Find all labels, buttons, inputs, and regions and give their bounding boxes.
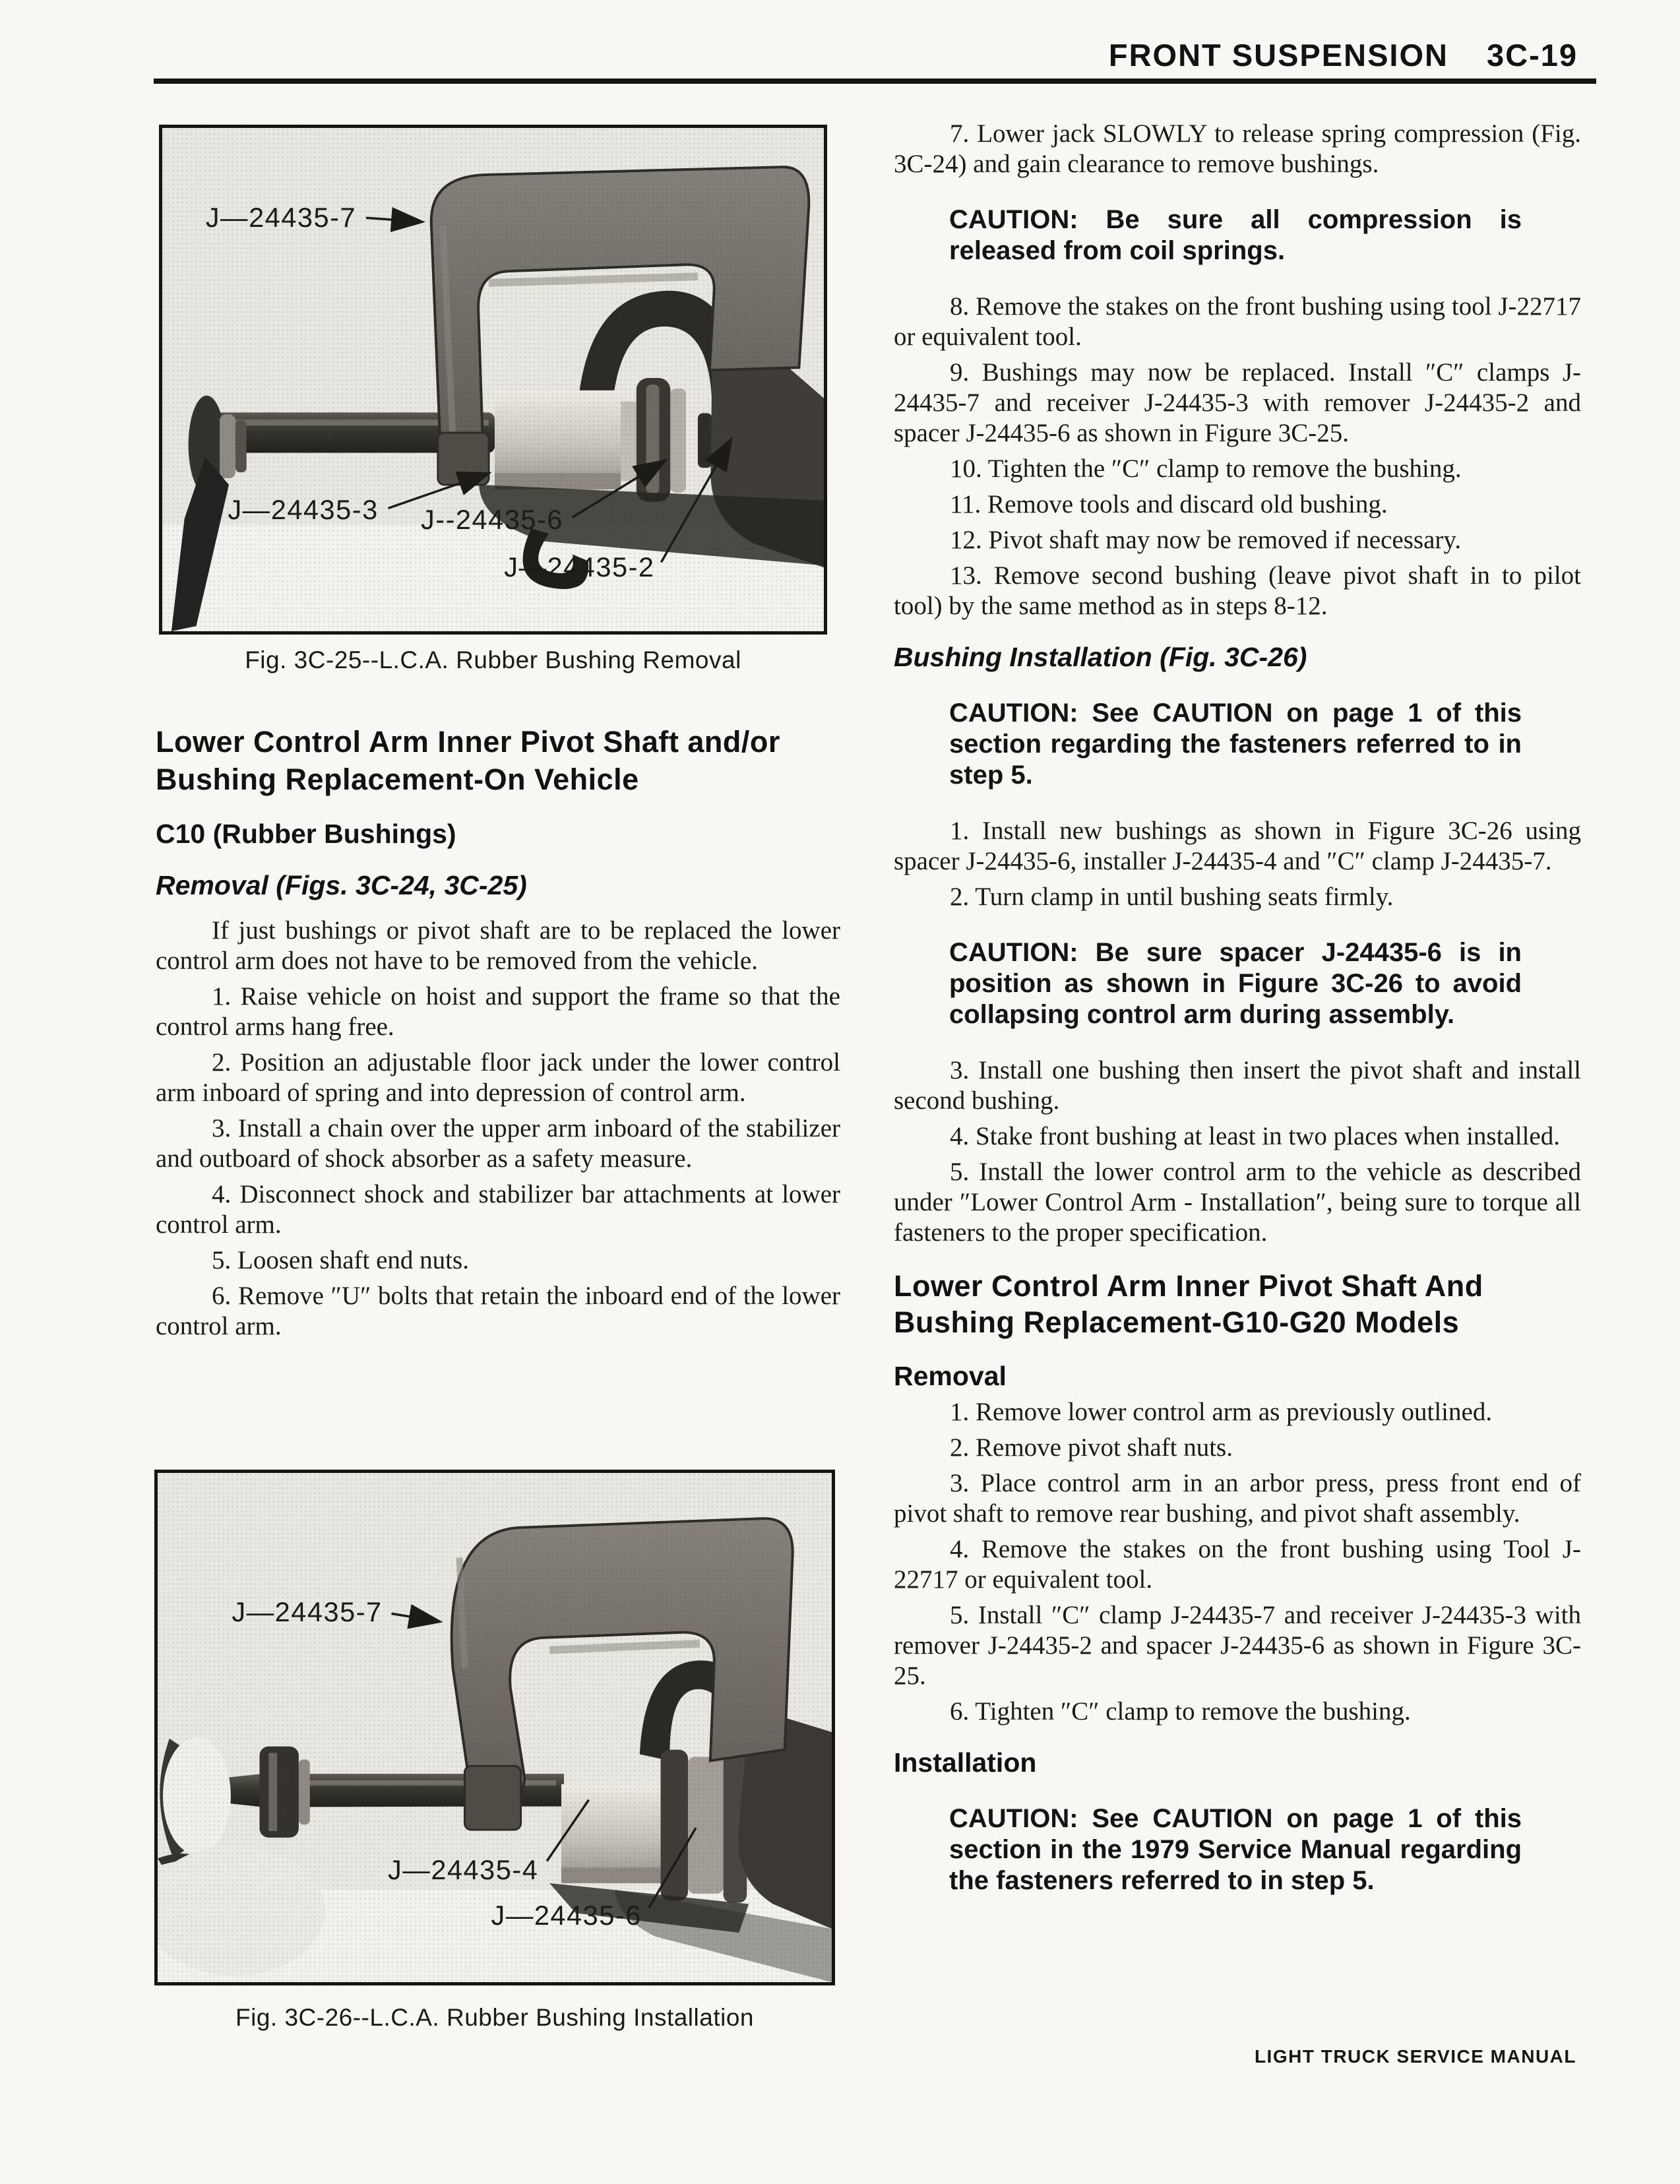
right-column (894, 119, 1581, 1921)
step-paragraph: 5. Install the lower control arm to the vehicle as described under ″Lower Control Arm - Installation″, being sure to torque all fasteners to the proper specification. (894, 1158, 1581, 1247)
step-paragraph: 6. Tighten ″C″ clamp to remove the bushing. (950, 1697, 1411, 1726)
label-installer: J—24435-4 (388, 1854, 539, 1886)
page-number: 3C-19 (1486, 38, 1578, 73)
removal-heading: Removal (Figs. 3C-24, 3C-25) (156, 870, 527, 900)
step-paragraph: 12. Pivot shaft may now be removed if necessary. (950, 526, 1462, 554)
label-remover: J—24435-2 (504, 551, 655, 583)
figure-3c25-caption: Fig. 3C-25--L.C.A. Rubber Bushing Removal (245, 646, 741, 673)
step-paragraph: 6. Remove ″U″ bolts that retain the inboard end of the lower control arm. (156, 1282, 840, 1340)
label-clamp: J—24435-7 (232, 1596, 383, 1628)
section-heading-line2: Bushing Replacement-On Vehicle (156, 763, 639, 796)
caution-block: CAUTION: Be sure spacer J-24435-6 is in position as shown in Figure 3C-26 to avoid collapsing control arm during assembly. (949, 938, 1522, 1029)
figure-3c26-illustration (158, 1473, 832, 1982)
step-paragraph: 3. Install one bushing then insert the pivot shaft and install second bushing. (894, 1056, 1581, 1115)
step-paragraph: 4. Disconnect shock and stabilizer bar attachments at lower control arm. (156, 1180, 840, 1239)
step-paragraph: 5. Loosen shaft end nuts. (212, 1246, 469, 1274)
step-paragraph: 5. Install ″C″ clamp J-24435-7 and receiver J-24435-3 with remover J-24435-2 and spacer J-24435-6 as shown in Figure 3C-25. (894, 1601, 1581, 1690)
label-clamp: J—24435-7 (205, 202, 357, 234)
step-paragraph: 2. Turn clamp in until bushing seats firmly. (950, 883, 1394, 911)
label-receiver: J—24435-3 (228, 494, 379, 526)
page-header (1109, 37, 1578, 73)
g10-removal-heading: Removal (894, 1361, 1007, 1391)
step-paragraph: 1. Raise vehicle on hoist and support the frame so that the control arms hang free. (156, 982, 840, 1041)
caution-block: CAUTION: See CAUTION on page 1 of this section regarding the fasteners referred to in step 5. (949, 699, 1522, 790)
g10-installation-heading: Installation (894, 1747, 1037, 1778)
figure-3c25-photo (159, 125, 827, 635)
c10-subheading: C10 (Rubber Bushings) (156, 819, 456, 849)
section-heading-line1: Lower Control Arm Inner Pivot Shaft and/or (156, 725, 780, 759)
footer-text: LIGHT TRUCK SERVICE MANUAL (1254, 2046, 1576, 2067)
step-paragraph: 1. Install new bushings as shown in Figure 3C-26 using spacer J-24435-6, installer J-24435-4 and ″C″ clamp J-24435-7. (894, 817, 1581, 875)
step-paragraph: 9. Bushings may now be replaced. Install ″C″ clamps J-24435-7 and receiver J-24435-3 with remover J-24435-2 and spacer J-24435-6 as shown in Figure 3C-25. (894, 358, 1581, 447)
g10-heading-line2: Bushing Replacement-G10-G20 Models (894, 1305, 1460, 1339)
label-spacer: J--24435-6 (420, 504, 563, 536)
step-paragraph: 3. Place control arm in an arbor press, press front end of pivot shaft to remove rear bushing, and pivot shaft assembly. (894, 1469, 1581, 1528)
caution-block: CAUTION: Be sure all compression is released from coil springs. (949, 205, 1522, 265)
step-paragraph: 2. Position an adjustable floor jack under the lower control arm inboard of spring and into depression of control arm. (156, 1048, 840, 1107)
step-paragraph: 3. Install a chain over the upper arm inboard of the stabilizer and outboard of shock absorber as a safety measure. (156, 1114, 840, 1173)
caution-block: CAUTION: See CAUTION on page 1 of this section in the 1979 Service Manual regarding the fasteners referred to in step 5. (949, 1804, 1522, 1895)
label-spacer: J—24435-6 (491, 1900, 642, 1931)
step-paragraph: 1. Remove lower control arm as previously outlined. (950, 1398, 1493, 1426)
step-paragraph: 4. Remove the stakes on the front bushing using Tool J-22717 or equivalent tool. (894, 1535, 1581, 1594)
figure-3c26-photo (154, 1470, 835, 1985)
figure-3c26-caption: Fig. 3C-26--L.C.A. Rubber Bushing Installation (235, 2004, 754, 2031)
step-paragraph: 10. Tighten the ″C″ clamp to remove the bushing. (950, 454, 1462, 483)
header-rule (154, 78, 1596, 84)
step-paragraph: 4. Stake front bushing at least in two places when installed. (950, 1122, 1560, 1150)
step-paragraph: 13. Remove second bushing (leave pivot shaft in to pilot tool) by the same method as in steps 8-12. (894, 561, 1581, 620)
step-paragraph: 8. Remove the stakes on the front bushing using tool J-22717 or equivalent tool. (894, 292, 1581, 351)
intro-paragraph: If just bushings or pivot shaft are to be replaced the lower control arm does not have to be removed from the vehicle. (156, 916, 840, 975)
step-paragraph: 11. Remove tools and discard old bushing. (950, 490, 1388, 518)
step-paragraph: 7. Lower jack SLOWLY to release spring compression (Fig. 3C-24) and gain clearance to remove bushings. (894, 119, 1581, 178)
bushing-installation-heading: Bushing Installation (Fig. 3C-26) (894, 642, 1307, 672)
left-column (156, 723, 840, 1342)
step-paragraph: 2. Remove pivot shaft nuts. (950, 1433, 1233, 1462)
g10-heading-line1: Lower Control Arm Inner Pivot Shaft And (894, 1269, 1483, 1303)
figure-3c25-illustration (162, 128, 824, 631)
section-title: FRONT SUSPENSION (1108, 38, 1448, 73)
